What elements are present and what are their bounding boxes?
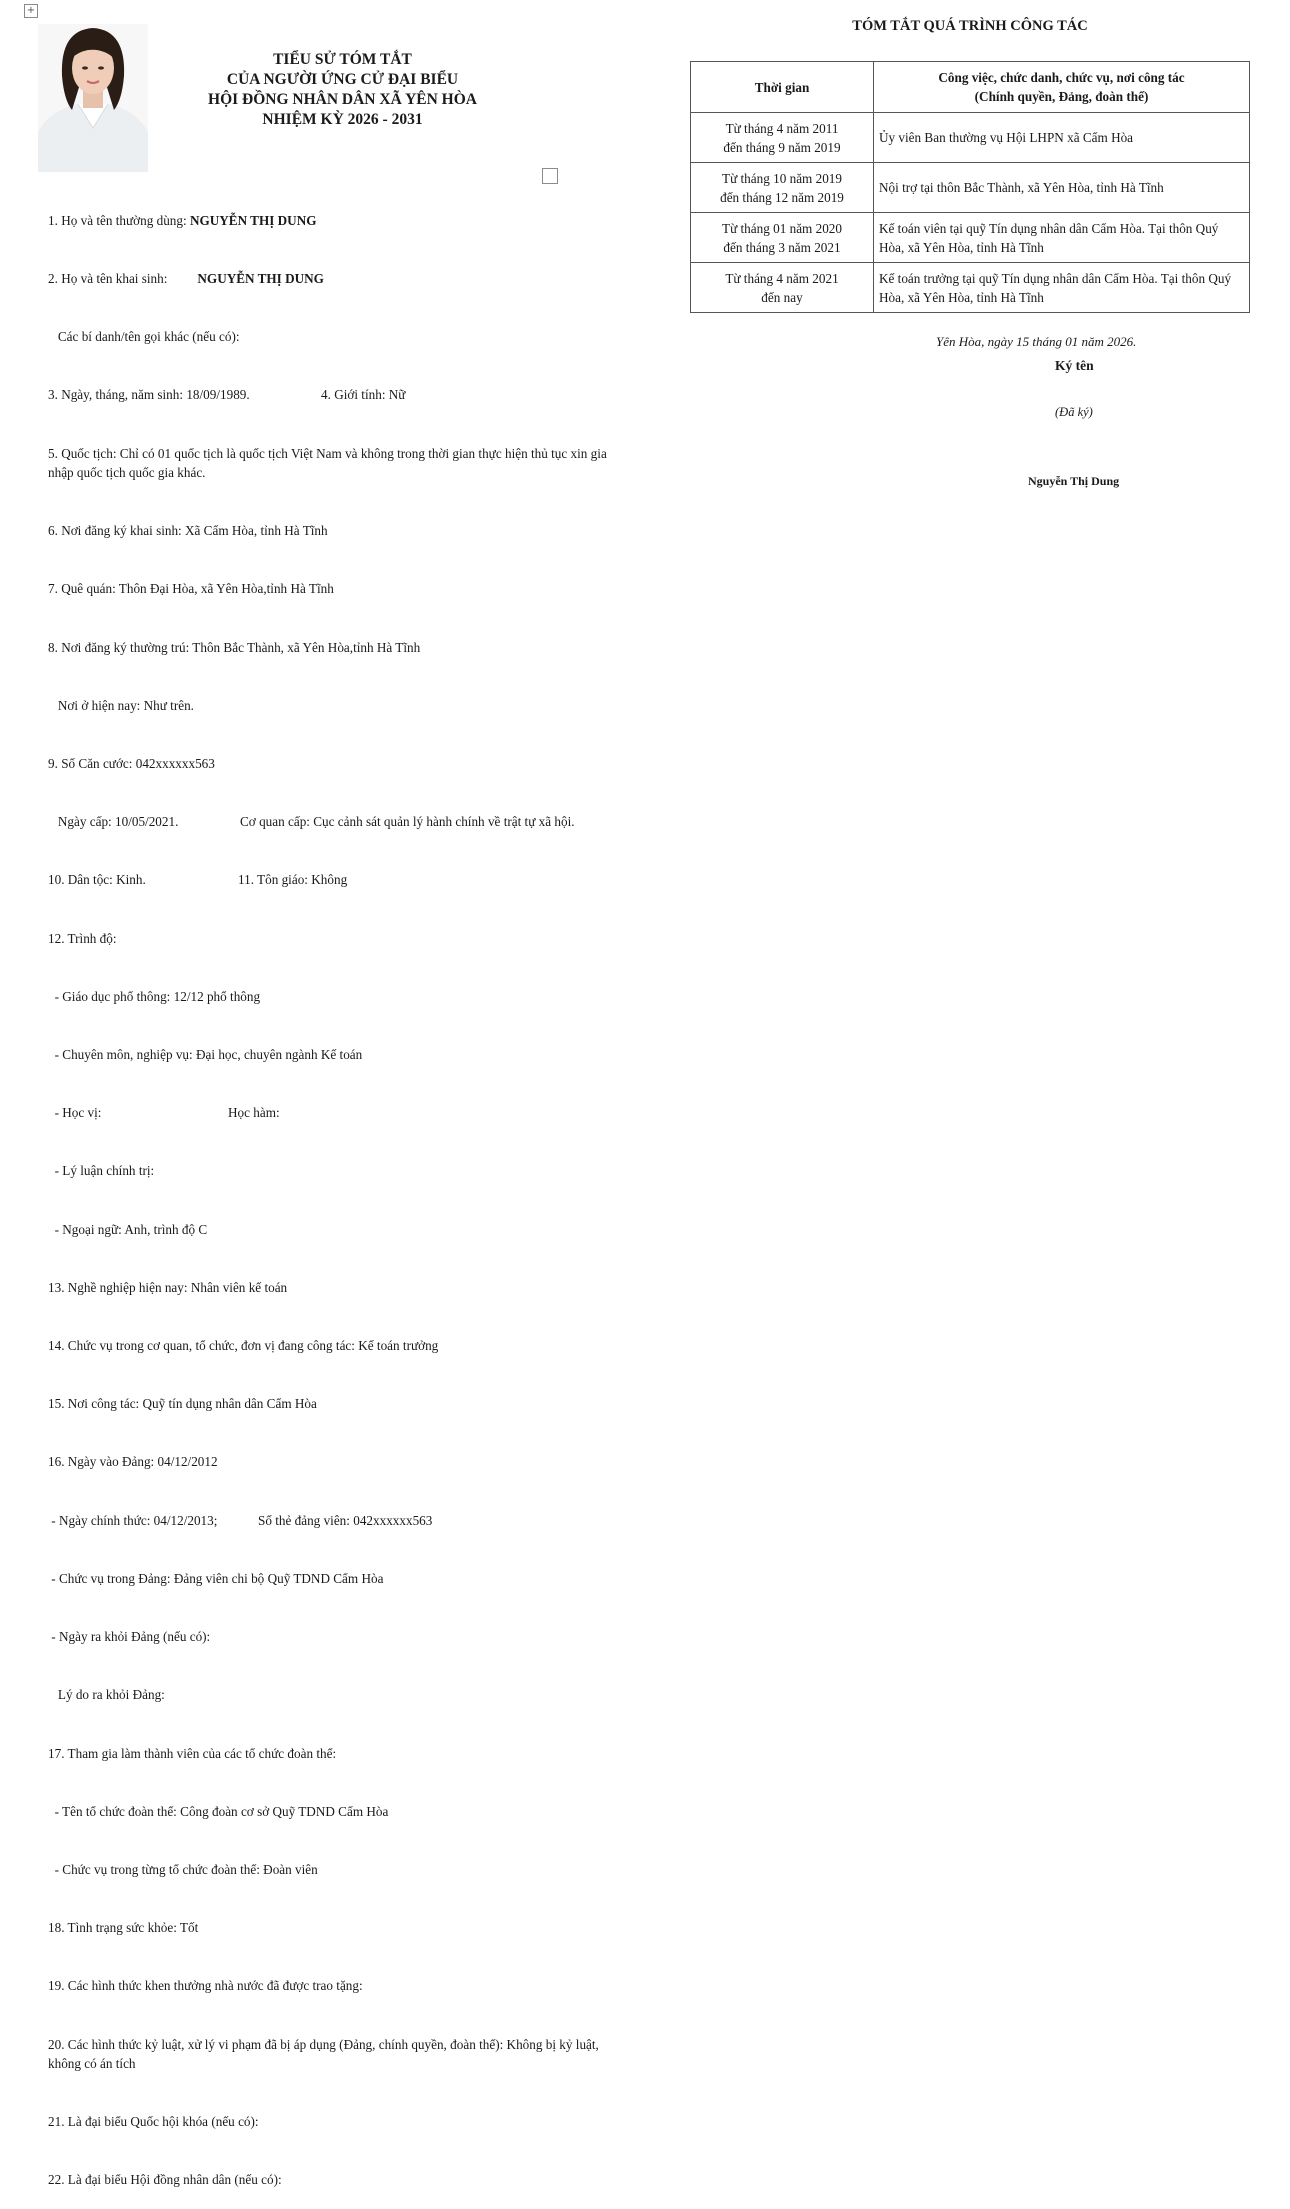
- bio-line-6: 6. Nơi đăng ký khai sinh: Xã Cẩm Hòa, tỉnh Hà Tĩnh: [48, 523, 328, 539]
- table-row: [691, 113, 1250, 163]
- career-header-row: [691, 62, 1250, 113]
- bio-line-12d: - Lý luận chính trị:: [48, 1163, 155, 1179]
- col-work-header: Công việc, chức danh, chức vụ, nơi công tác (Chính quyền, Đảng, đoàn thể): [874, 62, 1250, 113]
- bio-line-14: 14. Chức vụ trong cơ quan, tổ chức, đơn vị đang công tác: Kế toán trưởng: [48, 1338, 439, 1354]
- bio-line-20: 20. Các hình thức kỷ luật, xử lý vi phạm đã bị áp dụng (Đảng, chính quyền, đoàn thể): Không bị kỷ luật, không có án tích: [48, 2036, 599, 2071]
- bio-line-4: 3. Ngày, tháng, năm sinh: 18/09/1989. 4. Giới tính: Nữ: [48, 387, 406, 403]
- bio-line-12: 12. Trình độ:: [48, 930, 117, 946]
- title-line-3: HỘI ĐỒNG NHÂN DÂN XÃ YÊN HÒA: [208, 91, 477, 108]
- title-line-1: TIỂU SỬ TÓM TẮT: [273, 51, 412, 68]
- bio-line-5: 5. Quốc tịch: Chỉ có 01 quốc tịch là quốc tịch Việt Nam và không trong thời gian thực hiện thủ tục xin gia nhập quốc tịch quốc gia khác.: [48, 445, 607, 481]
- career-table: [690, 61, 1250, 313]
- bio-line-16: 16. Ngày vào Đảng: 04/12/2012: [48, 1454, 218, 1470]
- bio-line-16a: - Ngày chính thức: 04/12/2013; Số thẻ đảng viên: 042xxxxxx563: [48, 1512, 433, 1528]
- bio-line-12c: - Học vị: Học hàm:: [48, 1105, 280, 1121]
- signed-note: (Đã ký): [1055, 405, 1093, 419]
- bio-line-2: 2. Họ và tên khai sinh: NGUYỄN THỊ DUNG: [48, 271, 324, 287]
- bio-line-16b: - Chức vụ trong Đảng: Đảng viên chi bộ Quỹ TDND Cẩm Hòa: [48, 1570, 384, 1586]
- time-cell: Từ tháng 4 năm 2011 đến tháng 9 năm 2019: [691, 113, 874, 163]
- table-row: [691, 163, 1250, 213]
- bio-line-17a: - Tên tổ chức đoàn thể: Công đoàn cơ sở Quỹ TDND Cẩm Hòa: [48, 1803, 389, 1819]
- bio-line-8: 8. Nơi đăng ký thường trú: Thôn Bắc Thành, xã Yên Hòa,tỉnh Hà Tĩnh: [48, 639, 421, 655]
- bio-line-10: 10. Dân tộc: Kinh. 11. Tôn giáo: Không: [48, 872, 348, 888]
- bio-line-13: 13. Nghề nghiệp hiện nay: Nhân viên kế toán: [48, 1279, 288, 1295]
- bio-line-21: 21. Là đại biểu Quốc hội khóa (nếu có):: [48, 2114, 259, 2130]
- bio-line-15: 15. Nơi công tác: Quỹ tín dụng nhân dân Cẩm Hòa: [48, 1396, 317, 1412]
- career-title: TÓM TẮT QUÁ TRÌNH CÔNG TÁC: [852, 18, 1088, 34]
- table-move-handle-icon[interactable]: +: [24, 4, 38, 18]
- time-cell: Từ tháng 4 năm 2021 đến nay: [691, 263, 874, 313]
- bio-line-19: 19. Các hình thức khen thưởng nhà nước đã được trao tặng:: [48, 1978, 363, 1994]
- table-row: [691, 213, 1250, 263]
- bio-line-17b: - Chức vụ trong từng tổ chức đoàn thể: Đoàn viên: [48, 1861, 318, 1877]
- desc-cell: Kế toán trưởng tại quỹ Tín dụng nhân dân Cẩm Hòa. Tại thôn Quý Hòa, xã Yên Hòa, tỉnh Hà Tĩnh: [874, 263, 1250, 313]
- signature-label: Ký tên: [1055, 358, 1094, 373]
- table-row: [691, 263, 1250, 313]
- signer-name: Nguyễn Thị Dung: [1028, 474, 1120, 488]
- bio-line-9: 9. Số Căn cước: 042xxxxxx563: [48, 756, 215, 772]
- time-cell: Từ tháng 01 năm 2020 đến tháng 3 năm 2021: [691, 213, 874, 263]
- common-name: NGUYỄN THỊ DUNG: [189, 212, 317, 228]
- bio-line-18: 18. Tình trạng sức khỏe: Tốt: [48, 1920, 199, 1936]
- bio-line-17: 17. Tham gia làm thành viên của các tổ chức đoàn thể:: [48, 1745, 337, 1761]
- bio-line-16c: - Ngày ra khỏi Đảng (nếu có):: [48, 1629, 211, 1645]
- title-line-4: NHIỆM KỲ 2026 - 2031: [262, 111, 423, 128]
- desc-cell: Nội trợ tại thôn Bắc Thành, xã Yên Hòa, tỉnh Hà Tĩnh: [874, 163, 1250, 213]
- portrait-photo: [38, 24, 148, 172]
- birth-name: NGUYỄN THỊ DUNG: [197, 271, 324, 287]
- bio-line-12a: - Giáo dục phổ thông: 12/12 phổ thông: [48, 988, 261, 1004]
- desc-cell: Kế toán viên tại quỹ Tín dụng nhân dân Cẩm Hòa. Tại thôn Quý Hòa, xã Yên Hòa, tỉnh Hà Tĩnh: [874, 213, 1250, 263]
- bio-line-12b: - Chuyên môn, nghiệp vụ: Đại học, chuyên ngành Kế toán: [48, 1047, 363, 1063]
- bio-line-12e: - Ngoại ngữ: Anh, trình độ C: [48, 1221, 208, 1237]
- bio-line-16d: Lý do ra khỏi Đảng:: [48, 1687, 165, 1703]
- document-title: [150, 50, 535, 130]
- bio-line-8b: Nơi ở hiện nay: Như trên.: [48, 697, 194, 713]
- time-cell: Từ tháng 10 năm 2019 đến tháng 12 năm 2019: [691, 163, 874, 213]
- desc-cell: Ủy viên Ban thường vụ Hội LHPN xã Cẩm Hòa: [874, 113, 1250, 163]
- bio-line-7: 7. Quê quán: Thôn Đại Hòa, xã Yên Hòa,tỉnh Hà Tĩnh: [48, 581, 334, 597]
- biography-section: [48, 172, 648, 2209]
- col-time-header: Thời gian: [691, 62, 874, 113]
- bio-line-3: Các bí danh/tên gọi khác (nếu có):: [48, 329, 240, 345]
- bio-line-22: 22. Là đại biểu Hội đồng nhân dân (nếu có):: [48, 2172, 282, 2188]
- bio-line-9a: Ngày cấp: 10/05/2021. Cơ quan cấp: Cục cảnh sát quản lý hành chính về trật tự xã hội.: [48, 814, 575, 830]
- bio-line-1: 1. Họ và tên thường dùng: NGUYỄN THỊ DUNG: [48, 212, 317, 228]
- title-line-2: CỦA NGƯỜI ỨNG CỬ ĐẠI BIỂU: [226, 71, 459, 88]
